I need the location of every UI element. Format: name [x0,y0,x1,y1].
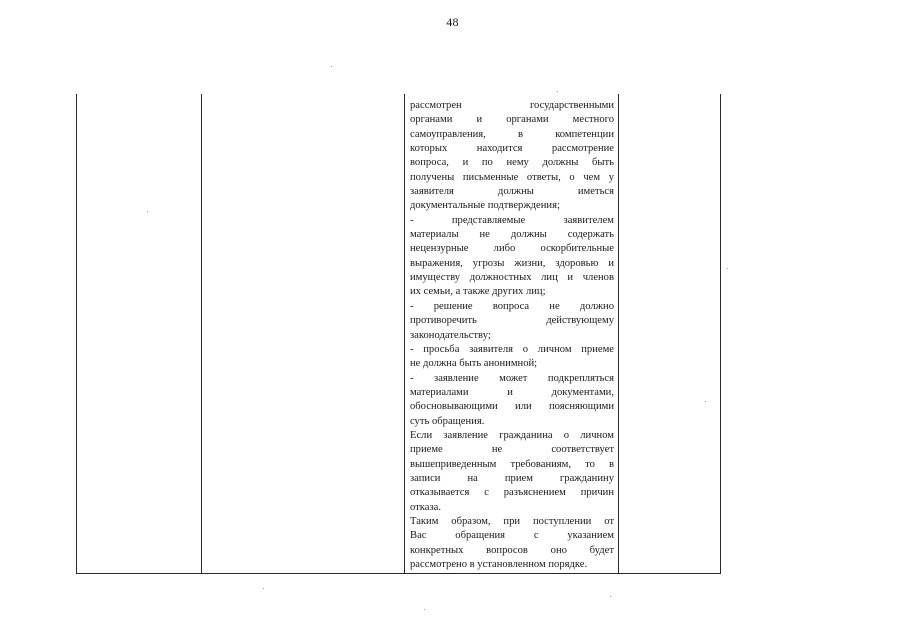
text-line: имуществу должностных лиц и членов [410,272,614,284]
scan-speck [705,401,706,402]
scan-speck [557,91,558,92]
column-divider-1 [201,94,202,573]
page-number: 48 [446,15,459,29]
scan-speck [610,596,611,597]
text-line: нецензурные либо оскорбительные [410,243,614,255]
text-line: органами и органами местного [410,114,614,126]
column-divider-2 [404,94,405,573]
text-line: рассмотрен государственными [410,100,614,111]
text-line: заявителя должны иметься [410,186,614,198]
text-line: материалы не должны содержать [410,229,614,241]
text-line: не должна быть анонимной; [410,358,538,370]
text-line: отказывается с разъяснением причин [410,487,614,499]
table-frame [76,94,721,574]
scan-speck [263,588,264,589]
text-line: документальные подтверждения; [410,200,560,212]
text-line: - заявление может подкрепляться [410,372,614,384]
text-line: Таким образом, при поступлении от [410,515,614,527]
text-line: конкретных вопросов оно будет [410,544,614,556]
scan-speck [424,609,425,610]
text-line: самоуправления, в компетенции [410,128,614,140]
text-line: - представляемые заявителем [410,214,614,226]
text-line: - решение вопроса не должно [410,300,614,312]
text-line: Вас обращения с указанием [410,530,614,542]
scan-speck [147,211,148,212]
scan-speck [331,66,332,67]
text-line: законодательству; [410,329,491,341]
table-cell-text [410,99,614,572]
text-line: получены письменные ответы, о чем у [410,171,614,183]
text-line: их семьи, а также других лиц; [410,286,546,298]
text-line: вышеприведенным требованиям, то в [410,458,614,470]
scan-speck [727,268,728,269]
text-line: рассмотрено в установленном порядке. [410,559,588,570]
text-line: отказа. [410,501,442,513]
text-line: материалами и документами, [410,386,614,398]
text-line: - просьба заявителя о личном приеме [410,343,614,355]
text-line: которых находится рассмотрение [410,143,614,155]
text-line: обосновывающими или поясняющими [410,401,614,413]
text-line: записи на прием гражданину [410,472,614,484]
text-line: вопроса, и по нему должны быть [410,157,614,169]
text-line: приеме не соответствует [410,444,614,456]
text-line: выражения, угрозы жизни, здоровью и [410,257,614,269]
text-line: противоречить действующему [410,315,614,327]
column-divider-3 [618,94,619,573]
text-line: суть обращения. [410,415,485,427]
text-line: Если заявление гражданина о личном [410,429,614,441]
